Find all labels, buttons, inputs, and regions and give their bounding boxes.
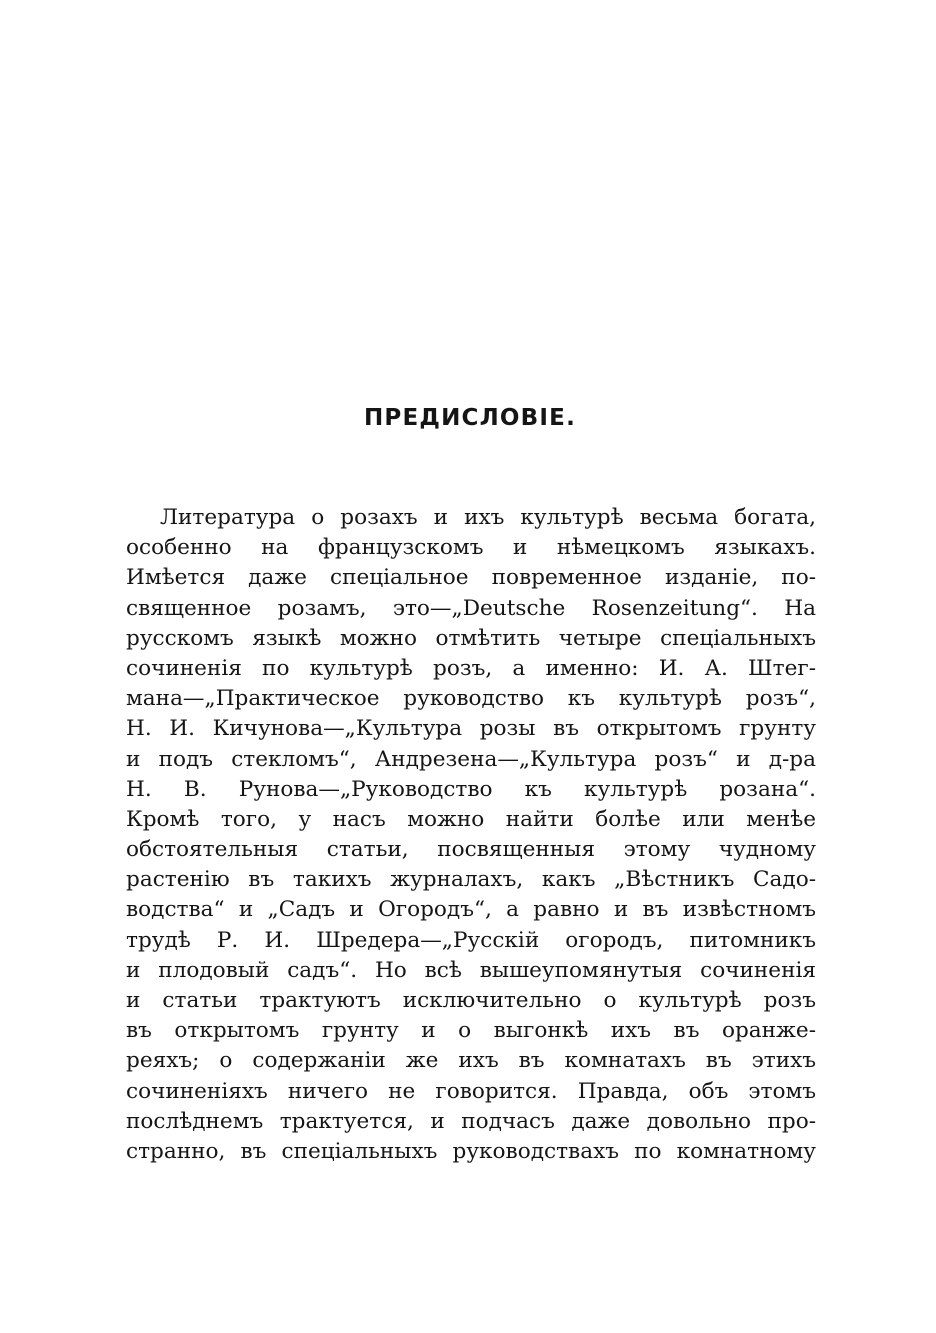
text-line: Кромѣ того, у насъ можно найти болѣе или менѣе: [126, 806, 816, 832]
text-line: сочиненіяхъ ничего не говорится. Правда, объ этомъ: [126, 1078, 816, 1104]
text-line: послѣднемъ трактуется, и подчасъ даже довольно про-: [126, 1108, 816, 1134]
text-line: Имѣется даже спеціальное повременное изданіе, по-: [126, 565, 816, 591]
text-line: странно, въ спеціальныхъ руководствахъ по комнатному: [126, 1138, 816, 1164]
text-line: растенію въ такихъ журналахъ, какъ „Вѣстникъ Садо-: [126, 867, 816, 893]
text-line: священное розамъ, это—„Deutsche Rosenzeitung“. На: [126, 595, 816, 621]
text-line: водства“ и „Садъ и Огородъ“, а равно и въ извѣстномъ: [126, 897, 816, 923]
text-line: Н. И. Кичунова—„Культура розы въ открытомъ грунту: [126, 716, 816, 742]
body-paragraph: [126, 503, 816, 1167]
text-line: Литература о розахъ и ихъ культурѣ весьма богата,: [160, 505, 816, 530]
text-line: русскомъ языкѣ можно отмѣтить четыре спеціальныхъ: [126, 625, 816, 651]
text-line: Н. В. Рунова—„Руководство къ культурѣ розана“.: [126, 776, 816, 802]
text-line: реяхъ; о содержаніи же ихъ въ комнатахъ въ этихъ: [126, 1048, 816, 1074]
text-line: трудѣ Р. И. Шредера—„Русскій огородъ, питомникъ: [126, 927, 816, 953]
text-line: мана—„Практическое руководство къ культурѣ розъ“,: [126, 686, 816, 712]
text-line: особенно на французскомъ и нѣмецкомъ языкахъ.: [126, 535, 816, 561]
text-line: сочиненія по культурѣ розъ, а именно: И. А. Штег-: [126, 655, 816, 681]
page-title: ПРЕДИСЛОВІЕ.: [363, 405, 577, 431]
text-line: въ открытомъ грунту и о выгонкѣ ихъ въ оранже-: [126, 1018, 816, 1044]
text-line: и подъ стекломъ“, Андрезена—„Культура розъ“ и д-ра: [126, 746, 816, 772]
text-line: и плодовый садъ“. Но всѣ вышеупомянутыя сочиненія: [126, 957, 816, 983]
text-line: обстоятельныя статьи, посвященныя этому чудному: [126, 837, 816, 863]
text-line: и статьи трактуютъ исключительно о культурѣ розъ: [126, 988, 816, 1013]
